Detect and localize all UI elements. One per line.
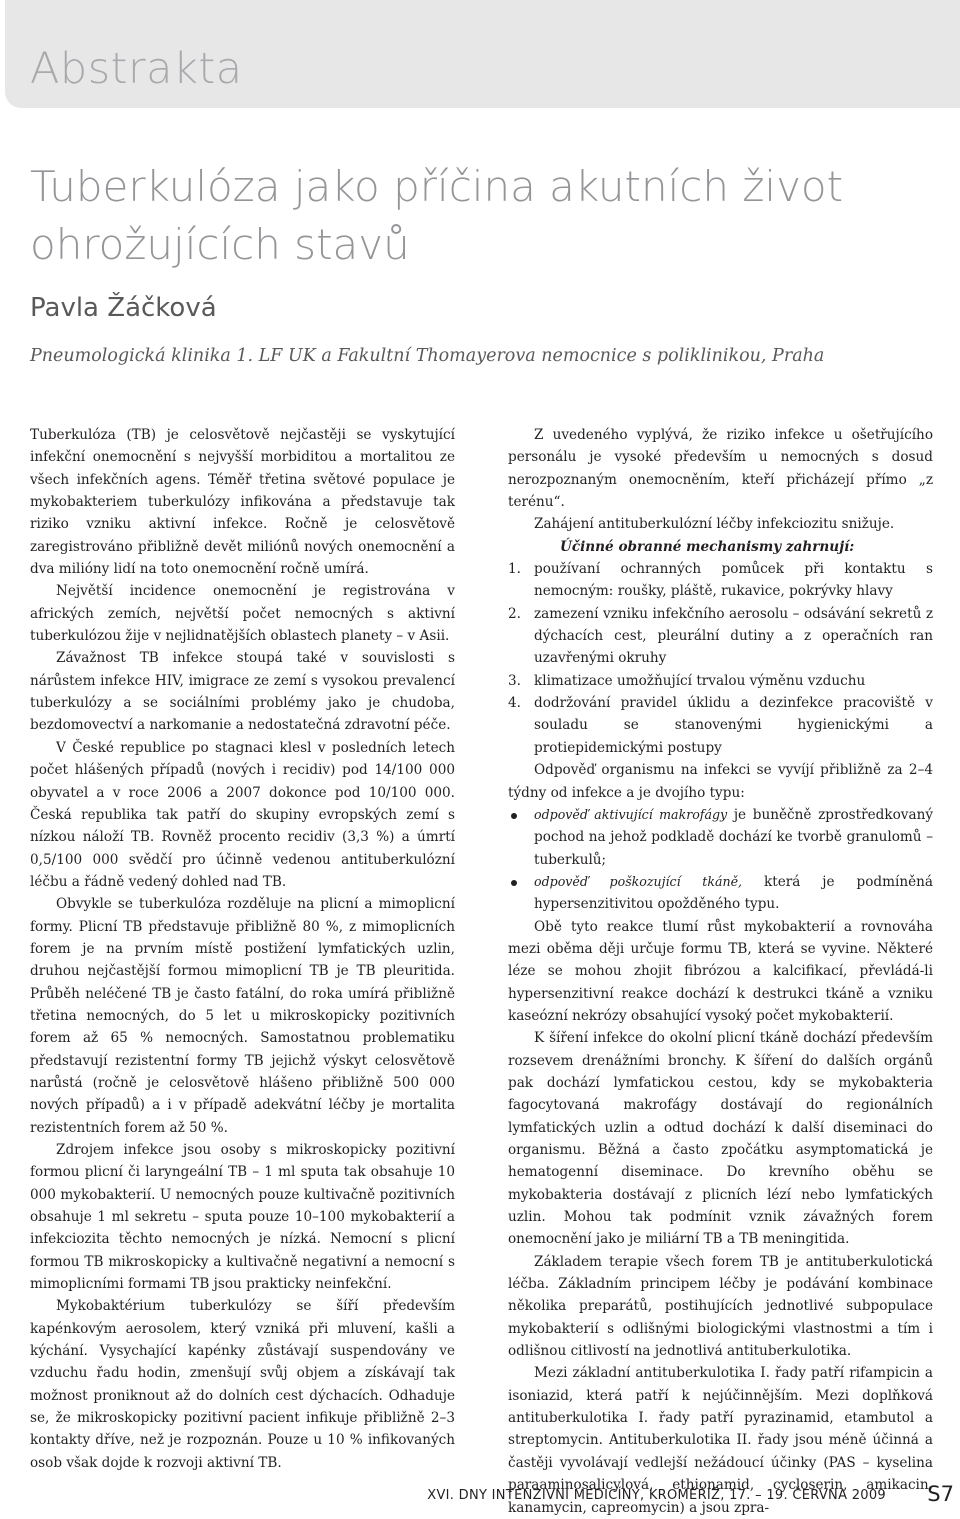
author-name: Pavla Žáčková <box>30 293 217 323</box>
body-paragraph: Závažnost TB infekce stoupá také v souvislosti s nárůstem infekce HIV, imigrace ze zemí s vysokou prevalencí tuberkulózy a se sociálními problémy jako je chudoba, bezdomovectví a narkomanie a nedostatečná zdravotní péče. <box>30 650 455 734</box>
list-item <box>508 670 933 692</box>
body-paragraph: Obvykle se tuberkulóza rozděluje na plicní a mimoplicní formy. Plicní TB představuje přibližně 80 %, z mimoplicních forem je na prvním místě postižení lymfatických uzlin, druhou nejčastější formou mimoplicní TB je TB pleuritida. Průběh neléčené TB je často fatální, do roka umírá přibližně třetina nemocných, do 5 let u mikroskopicky pozitivních forem až 65 % nemocných. Samostatnou problematiku představují rezistentní formy TB jejichž výskyt celosvětově narůstá (ročně je celosvětově hlášeno přibližně 500 000 nových případů) a i v případě adekvátní léčby je mortalita rezistentních forem až 50 %. <box>30 896 455 1136</box>
bullet-icon <box>511 813 517 819</box>
list-item-text: používaní ochranných pomůcek při kontaktu s nemocným: roušky, pláště, rukavice, pokrývky hlavy <box>534 561 933 600</box>
list-item-text: dodržování pravidel úklidu a dezinfekce pracoviště v souladu se stanovenými hygienickými a protiepidemickými postupy <box>534 695 933 756</box>
response-text: která je podmíněná hypersenzitivitou opožděného typu. <box>534 873 933 913</box>
list-number: 2. <box>508 605 521 622</box>
body-paragraph: Největší incidence onemocnění je registrována v afrických zemích, největší počet nemocných s aktivní tuberkulózou žije v nejlidnatějších oblastech planety – v Asii. <box>30 583 455 645</box>
body-paragraph: Zahájení antituberkulózní léčby infekciozitu snižuje. <box>534 516 895 533</box>
body-paragraph: Zdrojem infekce jsou osoby s mikroskopicky pozitivní formou plicní či laryngeální TB – 1 ml sputa tak obsahuje 10 000 mykobakterií. U nemocných pouze kultivačně pozitivních obsahuje 1 ml sekretu – sputa pouze 10–100 mykobakterií a infekciozita těchto nemocných je nízká. Nemocní s plicní formou TB mikroskopicky a kultivačně negativní a nemocní s mimoplicními formami TB jsou prakticky neinfekční. <box>30 1142 455 1293</box>
list-item <box>508 558 933 603</box>
page-number: S7 <box>927 1482 954 1506</box>
response-term: odpověď aktivující makrofágy <box>534 806 728 822</box>
mechanisms-heading: Účinné obranné mechanismy zahrnují: <box>560 538 855 555</box>
list-item <box>508 692 933 759</box>
conference-label: XVI. DNY INTENZIVNÍ MEDICÍNY, KROMĚŘÍŽ, 17. – 19. ČERVNA 2009 <box>427 1488 886 1503</box>
bullet-icon <box>511 880 517 886</box>
body-paragraph: Z uvedeného vyplývá, že riziko infekce u ošetřujícího personálu je vysoké především u nemocných s dosud nerozpoznaným onemocněním, kteří přicházejí přímo „z terénu“. <box>508 427 933 511</box>
mechanisms-list <box>508 558 933 759</box>
list-item <box>508 804 933 871</box>
list-item <box>508 603 933 670</box>
section-label: Abstrakta <box>30 44 243 94</box>
responses-list <box>508 804 933 916</box>
list-item <box>508 871 933 916</box>
body-paragraph: K šíření infekce do okolní plicní tkáně dochází především rozsevem drenážními bronchy. K šíření do dalších orgánů pak dochází lymfatickou cestou, kdy se mykobakteria fagocytovaná makrofágy dostávají do regionálních lymfatických uzlin a odtud dochází k další diseminaci do organismu. Běžná a často zpočátku asymptomatická je hematogenní diseminace. Do krevního oběhu se mykobakteria dostávají z plicních lézí nebo lymfatických uzlin. Mohou tak podmínit vznik závažných forem onemocnění jako je miliární TB a TB meningitida. <box>508 1030 933 1248</box>
author-affiliation: Pneumologická klinika 1. LF UK a Fakultní Thomayerova nemocnice s poliklinikou, Praha <box>30 346 825 366</box>
response-term: odpověď poškozující tkáně, <box>534 873 743 889</box>
body-paragraph: Mezi základní antituberkulotika I. řady patří rifampicin a isoniazid, která patří k nejúčinnějším. Mezi doplňková antituberkulotika I. řady patří pyrazinamid, etambutol a streptomycin. Antituberkulotika II. řady jsou méně účinná a častěji vyvolávají vedlejší nežádoucí účinky (PAS – kyselina paraaminosalicylová, ethionamid, cycloserin, amikacin, kanamycin, capreomycin) a jsou zpra- <box>508 1365 933 1516</box>
list-item-text: zamezení vzniku infekčního aerosolu – odsávání sekretů z dýchacích cest, pleurální dutiny a z operačních ran uzavřenými okruhy <box>534 605 933 667</box>
body-paragraph: Odpověď organismu na infekci se vyvíjí přibližně za 2–4 týdny od infekce a je dvojího typu: <box>508 762 933 801</box>
body-paragraph: Obě tyto reakce tlumí růst mykobakterií a rovnováha mezi oběma ději určuje formu TB, která se vyvine. Některé léze se mohou zhojit fibrózou a kalcifikací, převládá-li hypersenzitivní reakce dochází k destrukci tkáně a vzniku kaseózní nekrózy obsahující vysoký počet mykobakterií. <box>508 918 933 1024</box>
body-paragraph: V České republice po stagnaci klesl v posledních letech počet hlášených případů (nových i recidiv) pod 14/100 000 obyvatel a v roce 2006 a 2007 dokonce pod 10/100 000. Česká republika tak patří do skupiny evropských zemí s nízkou náloží TB. Rovněž procento recidiv (3,3 %) a úmrtí 0,5/100 000 svědčí pro účinně vedenou antituberkulózní léčbu a řádně vedený dohled nad TB. <box>30 739 455 890</box>
list-number: 1. <box>508 561 521 578</box>
article-title: Tuberkulóza jako příčina akutních život ohrožujících stavů <box>30 162 844 269</box>
body-paragraph: Mykobaktérium tuberkulózy se šíří především kapénkovým aerosolem, který vzniká při mluvení, kašli a kýchání. Vysychající kapénky zůstávají suspendovány ve vzduchu řadu hodin, zmenšují svůj objem a získávají tak možnost proniknout až do dolních cest dýchacích. Odhaduje se, že mikroskopicky pozitivní pacient infikuje přibližně 2–3 kontakty dříve, než je rozpoznán. Pouze u 10 % infikovaných osob však dojde k rozvoji aktivní TB. <box>30 1298 455 1471</box>
page-footer <box>0 1484 960 1504</box>
list-number: 4. <box>508 695 521 712</box>
response-text: je buněčně zprostředkovaný pochod na jehož podkladě dochází ke tvorbě granulomů – tuberkulů; <box>534 806 934 868</box>
left-column <box>30 424 455 1474</box>
body-paragraph: Tuberkulóza (TB) je celosvětově nejčastěji se vyskytující infekční onemocnění s nejvyšší morbiditou a mortalitou ze všech infekčních agens. Téměř třetina světové populace je mykobakteriem tuberkulózy infikována a představuje tak riziko vzniku aktivní infekce. Ročně je celosvětově zaregistrováno přibližně devět miliónů nových onemocnění a dva milióny lidí na toto onemocnění ročně umírá. <box>30 427 455 578</box>
list-item-text: klimatizace umožňující trvalou výměnu vzduchu <box>534 672 866 689</box>
list-number: 3. <box>508 672 521 689</box>
right-column <box>508 424 933 1519</box>
body-paragraph: Základem terapie všech forem TB je antituberkulotická léčba. Základním principem léčby je podávání kombinace několika preparátů, postihujících jednotlivé subpopulace mykobakterií s odlišnými biologickými vlastnostmi a tím i odlišnou citlivostí na jednotlivá antituberkulotika. <box>508 1253 933 1360</box>
